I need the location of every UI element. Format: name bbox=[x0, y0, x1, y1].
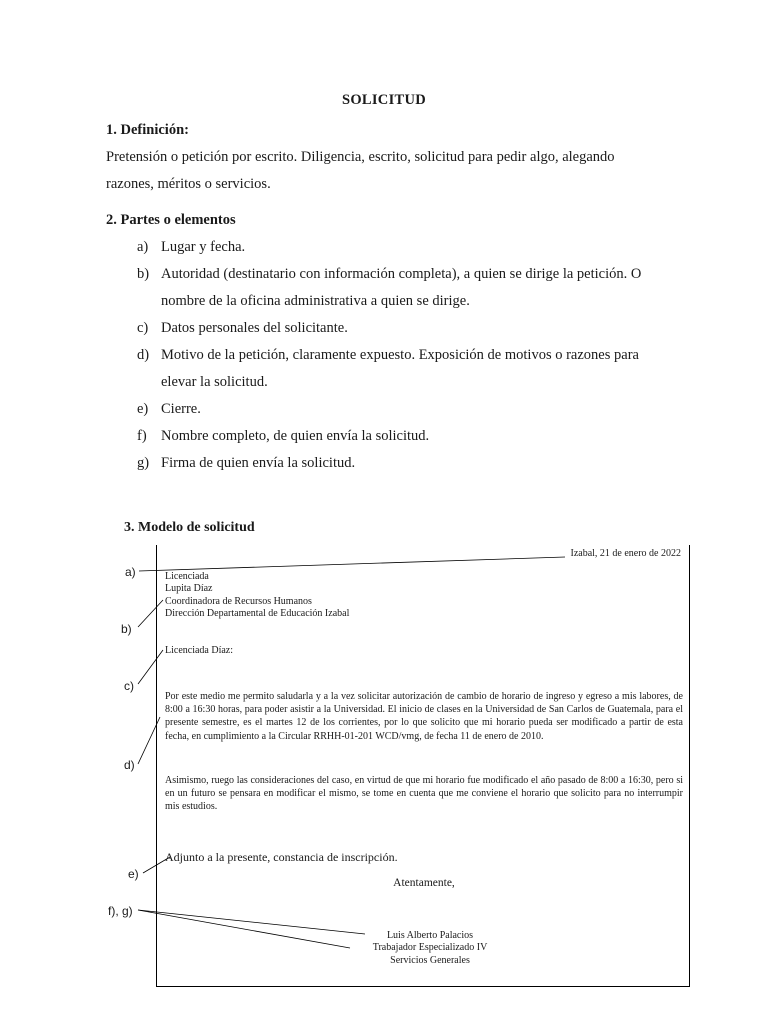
letter-place-date: Izabal, 21 de enero de 2022 bbox=[570, 548, 681, 559]
section-definicion-heading: 1. Definición: bbox=[106, 122, 189, 138]
definicion-line-1: Pretensión o petición por escrito. Diligencia, escrito, solicitud para pedir algo, alegando bbox=[106, 149, 615, 165]
list-marker: b) bbox=[137, 266, 150, 282]
section-partes-heading: 2. Partes o elementos bbox=[106, 212, 236, 228]
list-text: Motivo de la petición, claramente expuesto. Exposición de motivos o razones para bbox=[161, 347, 639, 363]
list-text: Firma de quien envía la solicitud. bbox=[161, 455, 356, 471]
list-marker: g) bbox=[137, 455, 150, 471]
list-text: Nombre completo, de quien envía la solicitud. bbox=[161, 428, 430, 444]
signature-line: Trabajador Especializado IV bbox=[372, 942, 488, 954]
letter-closing: Atentamente, bbox=[393, 877, 455, 889]
leader-line-c bbox=[138, 650, 163, 684]
list-text: elevar la solicitud. bbox=[161, 374, 268, 390]
letter-attachment: Adjunto a la presente, constancia de inscripción. bbox=[165, 850, 398, 864]
annotation-d: d) bbox=[124, 758, 135, 772]
list-marker: f) bbox=[137, 428, 147, 444]
list-marker: d) bbox=[137, 347, 150, 363]
recipient-line: Licenciada bbox=[165, 571, 209, 582]
annotation-b: b) bbox=[121, 622, 132, 636]
list-marker: a) bbox=[137, 239, 149, 255]
annotation-a: a) bbox=[125, 565, 136, 579]
recipient-line: Lupita Díaz bbox=[165, 583, 213, 595]
list-text: Cierre. bbox=[161, 401, 201, 417]
leader-line-b bbox=[138, 600, 163, 627]
list-marker: e) bbox=[137, 401, 149, 417]
recipient-line: Dirección Departamental de Educación Izabal bbox=[165, 608, 350, 620]
leader-line-d bbox=[138, 717, 160, 764]
list-text: nombre de la oficina administrativa a quien se dirige. bbox=[161, 293, 470, 309]
list-marker: c) bbox=[137, 320, 149, 336]
recipient-line: Coordinadora de Recursos Humanos bbox=[165, 595, 312, 607]
leader-line-a bbox=[139, 557, 565, 571]
definicion-line-2: razones, méritos o servicios. bbox=[106, 176, 271, 192]
letter-body-paragraph-1: Por este medio me permito saludarla y a la vez solicitar autorización de cambio de horario de ingreso y egreso a mis labores, de 8:00 a 16:30 horas, para poder asistir a la Universidad. El inicio de clases en la Universidad de San Carlos de Guatemala, para el presente semestre, es el martes 12 de los corrientes, por lo que solicito que mi horario pueda ser modificado a partir de esta fecha, en cumplimiento a la Circular RRHH-01-201 WCD/vmg, de fecha 11 de enero de 2010. bbox=[165, 691, 683, 742]
list-text: Autoridad (destinatario con información completa), a quien se dirige la petición. O bbox=[161, 266, 642, 282]
annotation-c: c) bbox=[124, 679, 134, 693]
annotation-e: e) bbox=[128, 867, 139, 881]
annotation-fg: f), g) bbox=[108, 904, 133, 918]
document-title: SOLICITUD bbox=[341, 92, 427, 108]
list-text: Datos personales del solicitante. bbox=[161, 320, 348, 336]
section-modelo-heading: 3. Modelo de solicitud bbox=[124, 520, 255, 535]
signature-line: Servicios Generales bbox=[390, 954, 470, 966]
letter-greeting: Licenciada Díaz: bbox=[165, 645, 234, 656]
list-text: Lugar y fecha. bbox=[161, 239, 246, 255]
signature-line: Luis Alberto Palacios bbox=[386, 930, 474, 941]
leader-line-e bbox=[143, 857, 170, 873]
letter-body-paragraph-2: Asimismo, ruego las consideraciones del caso, en virtud de que mi horario fue modificado el año pasado de 8:00 a 16:30, pero si en un futuro se pensara en modificar el mismo, se tome en cuenta que me conviene el horario que solicito para no interrumpir mis estudios. bbox=[165, 775, 683, 813]
